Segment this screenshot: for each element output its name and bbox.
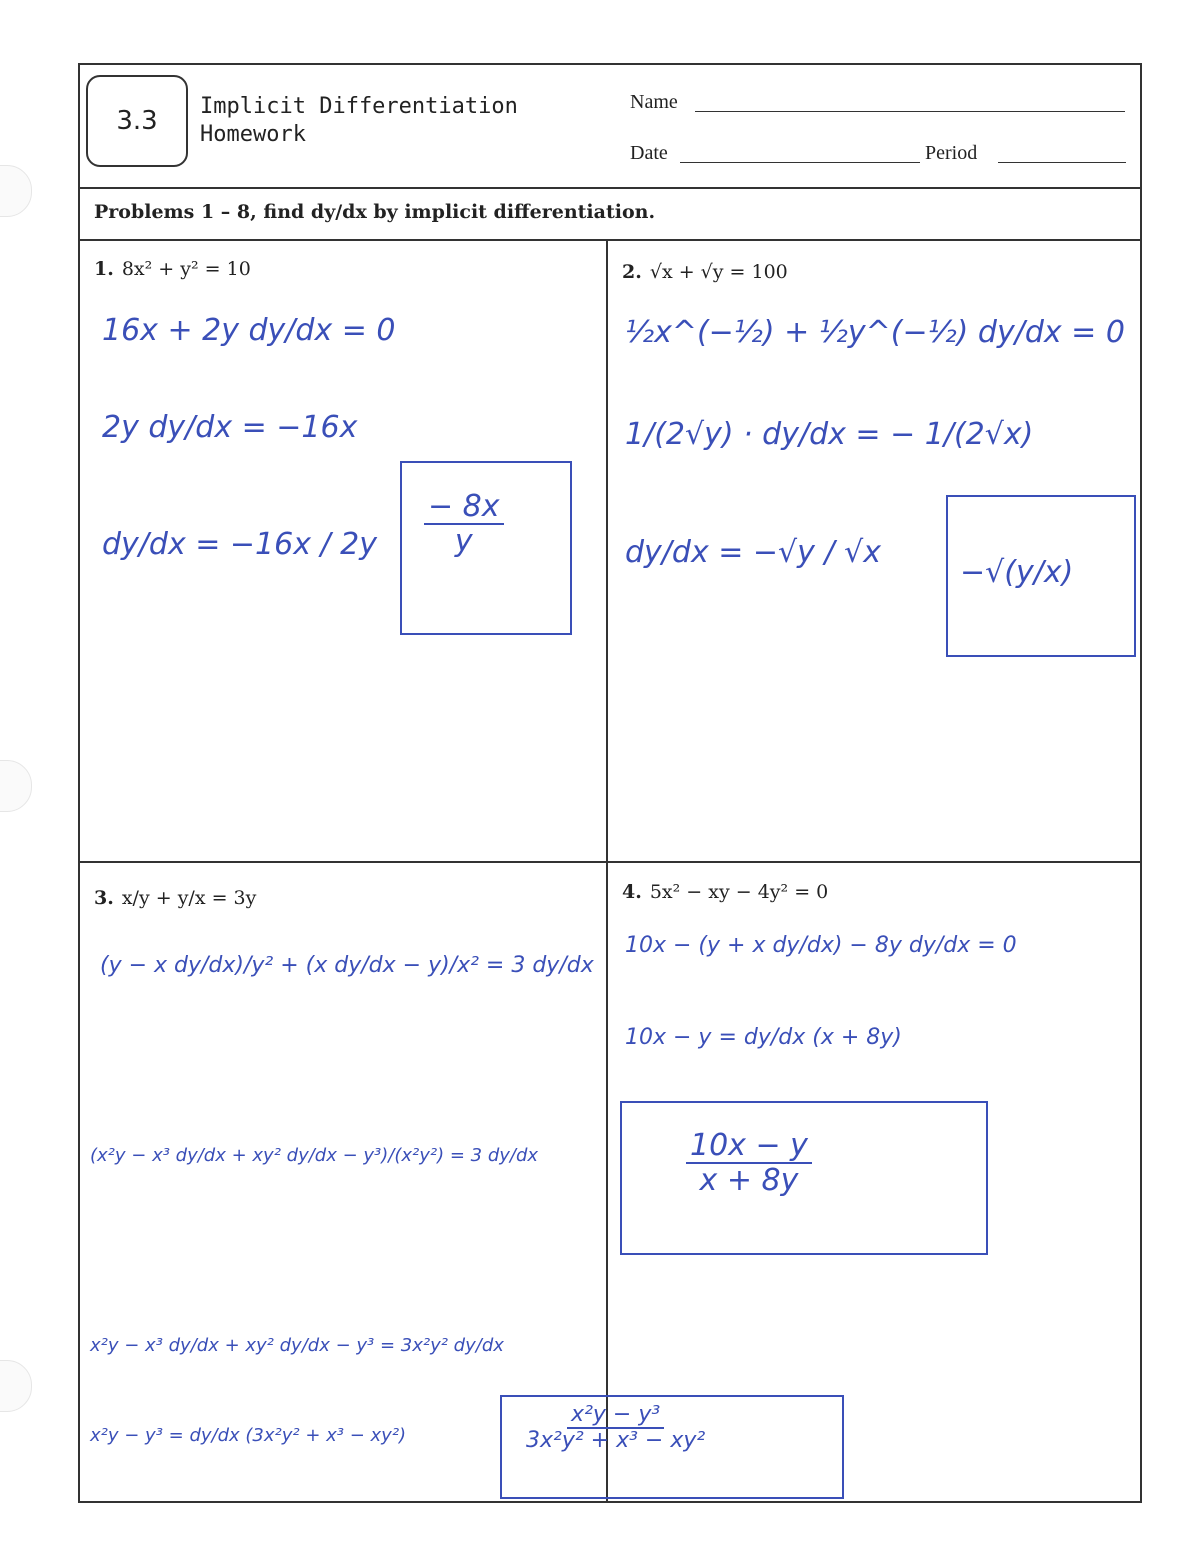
name-line[interactable] — [695, 111, 1125, 112]
date-line[interactable] — [680, 162, 920, 163]
problem-1-statement: 1. 8x² + y² = 10 — [94, 258, 251, 280]
problem-2-work-line-3: dy/dx = −√y / √x — [625, 535, 881, 570]
problem-4-work-line-1: 10x − (y + x dy/dx) − 8y dy/dx = 0 — [625, 933, 1017, 958]
column-divider — [606, 239, 608, 1503]
period-label: Period — [925, 142, 978, 164]
problem-2-work-line-2: 1/(2√y) · dy/dx = − 1/(2√x) — [625, 417, 1034, 452]
problem-3-work-line-1: (y − x dy/dx)/y² + (x dy/dx − y)/x² = 3 dy/dx — [100, 953, 594, 978]
period-line[interactable] — [998, 162, 1126, 163]
binder-hole — [0, 165, 32, 217]
problem-1-work-line-2: 2y dy/dx = −16x — [102, 410, 358, 445]
worksheet — [78, 63, 1142, 1503]
problem-3-work-line-3: x²y − x³ dy/dx + xy² dy/dx − y³ = 3x²y² dy/dx — [90, 1335, 504, 1356]
problem-3-work-line-2: (x²y − x³ dy/dx + xy² dy/dx − y³)/(x²y²) = 3 dy/dx — [90, 1145, 539, 1166]
problem-4-statement: 4. 5x² − xy − 4y² = 0 — [622, 881, 829, 903]
binder-hole — [0, 760, 32, 812]
row-divider — [80, 861, 1140, 863]
problem-2-work-line-1: ½x^(−½) + ½y^(−½) dy/dx = 0 — [625, 315, 1125, 350]
problem-4-answer: $\frac{10x - y}{x + 8y}$ — [680, 1129, 818, 1197]
worksheet-header — [80, 65, 1140, 189]
instructions: Problems 1 – 8, find dy/dx by implicit differentiation. — [94, 201, 656, 223]
problem-2-answer: −√(y/x) — [960, 555, 1074, 590]
problem-3-statement: 3. x/y + y/x = 3y — [94, 887, 257, 909]
problem-4-work-line-2: 10x − y = dy/dx (x + 8y) — [625, 1025, 902, 1050]
date-label: Date — [630, 142, 668, 164]
worksheet-title: Implicit Differentiation Homework — [200, 94, 518, 147]
problem-1-work-line-1: 16x + 2y dy/dx = 0 — [102, 313, 396, 348]
section-number: 3.3 — [86, 75, 188, 167]
problem-1-answer: $\frac{- 8x}{y}$ — [418, 490, 510, 558]
divider — [80, 239, 1140, 241]
problem-1-work-line-3: dy/dx = −16x / 2y — [102, 527, 377, 562]
problem-2-statement: 2. √x + √y = 100 — [622, 261, 788, 283]
binder-hole — [0, 1360, 32, 1412]
problem-3-work-line-4: x²y − y³ = dy/dx (3x²y² + x³ − xy²) — [90, 1425, 407, 1446]
problem-3-answer: $\frac{\text{x²y − y³}}{\text{3x²y² + x³ − xy²}}$ — [526, 1402, 706, 1454]
name-label: Name — [630, 91, 678, 113]
